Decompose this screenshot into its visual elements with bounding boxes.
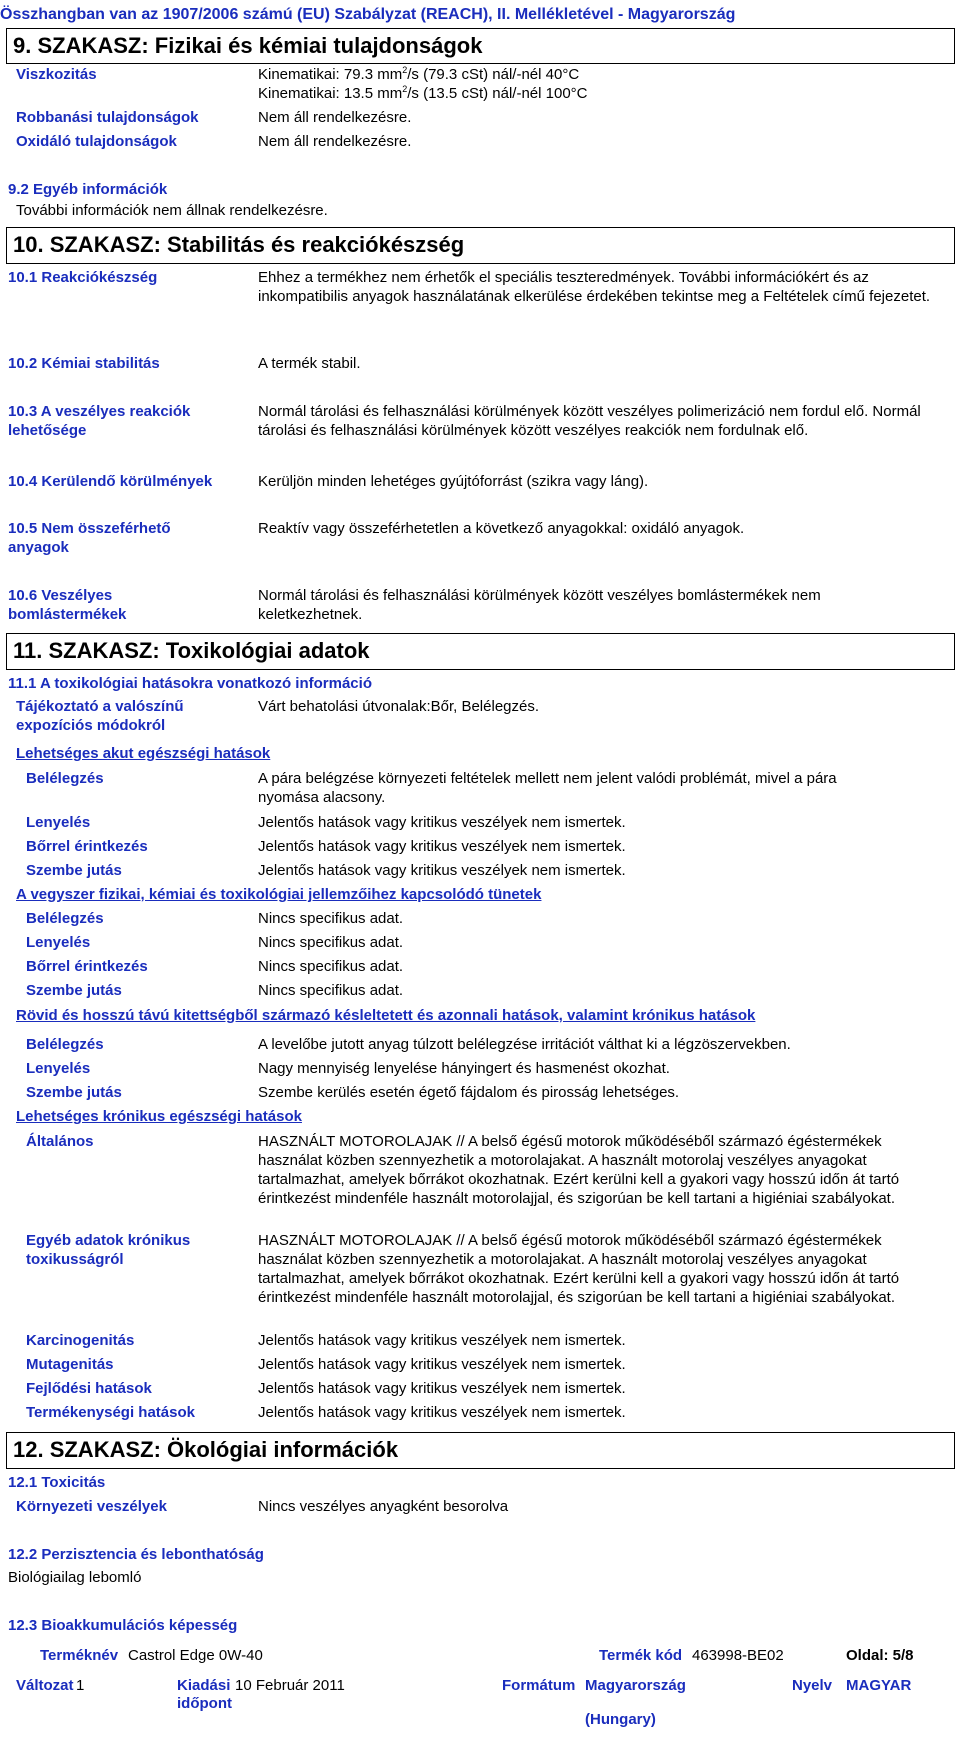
hazardous-reactions-value: Normál tárolási és felhasználási körülmények között veszélyes polimerizáció nem fordul elő. Normál tárolási és felhasználási körülmények között veszélyes reakciók nem fordulnak elő. xyxy=(258,403,921,439)
viscosity-label: Viszkozitás xyxy=(16,66,97,83)
footer-format-value: Magyarország xyxy=(585,1677,686,1694)
developmental-label: Fejlődési hatások xyxy=(26,1380,152,1397)
footer-product-code: 463998-BE02 xyxy=(692,1647,784,1664)
symptoms-skin-label: Bőrrel érintkezés xyxy=(26,958,148,975)
exposure-routes-label: Tájékoztató a valószínű expozíciós módokról xyxy=(16,698,184,734)
regulation-header: Összhangban van az 1907/2006 számú (EU) Szabályzat (REACH), II. Mellékletével - Magyarország xyxy=(0,6,736,23)
conditions-to-avoid-value: Kerüljön minden lehetéges gyújtóforrást (szikra vagy láng). xyxy=(258,473,649,490)
env-hazards-value: Nincs veszélyes anyagként besorolva xyxy=(258,1498,509,1515)
symptoms-skin-value: Nincs specifikus adat. xyxy=(258,958,404,975)
delayed-eye-value: Szembe kerülés esetén égető fájdalom és pirosság lehetséges. xyxy=(258,1084,680,1101)
other-info-text: További információk nem állnak rendelkezésre. xyxy=(16,202,328,219)
symptoms-inhalation-value: Nincs specifikus adat. xyxy=(258,910,404,927)
acute-inhalation-label: Belélegzés xyxy=(26,770,104,787)
symptoms-eye-label: Szembe jutás xyxy=(26,982,122,999)
carcinogenicity-value: Jelentős hatások vagy kritikus veszélyek nem ismertek. xyxy=(258,1332,626,1349)
reactivity-label: 10.1 Reakciókészség xyxy=(8,269,158,286)
delayed-ingestion-label: Lenyelés xyxy=(26,1060,91,1077)
persistence-title: 12.2 Perzisztencia és lebonthatóság xyxy=(8,1546,264,1563)
section-10-title: 10. SZAKASZ: Stabilitás és reakciókészség xyxy=(13,232,465,257)
toxicity-title: 12.1 Toxicitás xyxy=(8,1474,106,1491)
acute-skin-value: Jelentős hatások vagy kritikus veszélyek nem ismertek. xyxy=(258,838,626,855)
env-hazards-label: Környezeti veszélyek xyxy=(16,1498,167,1515)
acute-ingestion-label: Lenyelés xyxy=(26,814,91,831)
footer-version: 1 xyxy=(76,1677,85,1694)
incompatible-materials-value: Reaktív vagy összeférhetetlen a következő anyagokkal: oxidáló anyagok. xyxy=(258,520,745,537)
persistence-text: Biológiailag lebomló xyxy=(8,1569,142,1586)
section-12-box xyxy=(6,1432,955,1469)
footer-issue-label-1: Kiadási xyxy=(177,1677,231,1694)
decomposition-products-label: 10.6 Veszélyes bomlástermékek xyxy=(8,587,127,623)
footer-issue-label-2: időpont xyxy=(177,1695,232,1712)
hazardous-reactions-label: 10.3 A veszélyes reakciók lehetősége xyxy=(8,403,191,439)
section-9-title: 9. SZAKASZ: Fizikai és kémiai tulajdonságok xyxy=(13,33,483,58)
fertility-value: Jelentős hatások vagy kritikus veszélyek nem ismertek. xyxy=(258,1404,626,1421)
mutagenicity-label: Mutagenitás xyxy=(26,1356,114,1373)
footer-language-value: MAGYAR xyxy=(846,1677,912,1694)
conditions-to-avoid-label: 10.4 Kerülendő körülmények xyxy=(8,473,213,490)
chemical-stability-label: 10.2 Kémiai stabilitás xyxy=(8,355,160,372)
explosive-label: Robbanási tulajdonságok xyxy=(16,109,199,126)
acute-skin-label: Bőrrel érintkezés xyxy=(26,838,148,855)
chemical-stability-value: A termék stabil. xyxy=(258,355,361,372)
footer-format-label: Formátum xyxy=(502,1677,576,1694)
chronic-other-value: HASZNÁLT MOTOROLAJAK // A belső égésű motorok működéséből származó égéstermékek használat közben szennyezhetik a motorolajakat. A használt motorolaj veszélyes anyagokat tartalmazhat, amelyek bőrrákot okozhatnak. Ezért kerülni kell a gyakori vagy hosszú időn át tartó érintkezést mindenféle használt motorolajjal, és szigorúan be kell tartani a higiéniai szabályokat. xyxy=(258,1232,900,1306)
other-info-title: 9.2 Egyéb információk xyxy=(8,181,168,198)
section-9-box xyxy=(6,28,955,64)
symptoms-ingestion-value: Nincs specifikus adat. xyxy=(258,934,404,951)
symptoms-eye-value: Nincs specifikus adat. xyxy=(258,982,404,999)
chronic-effects-title: Lehetséges krónikus egészségi hatások xyxy=(16,1108,302,1125)
carcinogenicity-label: Karcinogenitás xyxy=(26,1332,135,1349)
fertility-label: Termékenységi hatások xyxy=(26,1404,195,1421)
chronic-other-label: Egyéb adatok krónikus toxikusságról xyxy=(26,1232,191,1268)
chronic-general-label: Általános xyxy=(26,1133,94,1150)
delayed-ingestion-value: Nagy mennyiség lenyelése hányingert és hasmenést okozhat. xyxy=(258,1060,670,1077)
decomposition-products-value: Normál tárolási és felhasználási körülmények között veszélyes bomlástermékek nem keletkezhetnek. xyxy=(258,587,821,623)
chronic-general-value: HASZNÁLT MOTOROLAJAK // A belső égésű motorok működéséből származó égéstermékek használat közben szennyezhetik a motorolajakat. A használt motorolaj veszélyes anyagokat tartalmazhat, amelyek bőrrákot okozhatnak. Ezért kerülni kell a gyakori vagy hosszú időn át tartó érintkezést mindenféle használt motorolajjal, és szigorúan be kell tartani a higiéniai szabályokat. xyxy=(258,1133,900,1207)
symptoms-title: A vegyszer fizikai, kémiai és toxikológiai jellemzőihez kapcsolódó tünetek xyxy=(16,886,542,903)
exposure-routes-value: Várt behatolási útvonalak:Bőr, Belélegzés. xyxy=(258,698,540,715)
acute-eye-value: Jelentős hatások vagy kritikus veszélyek nem ismertek. xyxy=(258,862,626,879)
acute-effects-title: Lehetséges akut egészségi hatások xyxy=(16,745,271,762)
oxidizing-value: Nem áll rendelkezésre. xyxy=(258,133,412,150)
section-10-box xyxy=(6,227,955,264)
footer-issue-date: 10 Február 2011 xyxy=(235,1677,345,1694)
symptoms-ingestion-label: Lenyelés xyxy=(26,934,91,951)
acute-inhalation-value: A pára belégzése környezeti feltételek mellett nem jelent valódi problémát, mivel a pára nyomása alacsony. xyxy=(258,770,837,806)
footer-version-label: Változat xyxy=(16,1677,74,1694)
mutagenicity-value: Jelentős hatások vagy kritikus veszélyek nem ismertek. xyxy=(258,1356,626,1373)
delayed-inhalation-label: Belélegzés xyxy=(26,1036,104,1053)
footer-page-number: Oldal: 5/8 xyxy=(846,1647,914,1664)
viscosity-value-100c: Kinematikai: 13.5 $mm^2/s$ (13.5 cSt) nál/-nél 100°C xyxy=(258,84,588,102)
symptoms-inhalation-label: Belélegzés xyxy=(26,910,104,927)
incompatible-materials-label: 10.5 Nem összeférhető anyagok xyxy=(8,520,171,556)
section-12-title: 12. SZAKASZ: Ökológiai információk xyxy=(13,1437,399,1462)
footer-format-value-2: (Hungary) xyxy=(585,1711,656,1728)
viscosity-value-40c: Kinematikai: 79.3 $mm^2/s$ (79.3 cSt) nál/-nél 40°C xyxy=(258,65,580,83)
footer-product-code-label: Termék kód xyxy=(599,1647,683,1664)
tox-info-title: 11.1 A toxikológiai hatásokra vonatkozó információ xyxy=(8,675,372,692)
acute-eye-label: Szembe jutás xyxy=(26,862,122,879)
footer-language-label: Nyelv xyxy=(792,1677,833,1694)
developmental-value: Jelentős hatások vagy kritikus veszélyek nem ismertek. xyxy=(258,1380,626,1397)
oxidizing-label: Oxidáló tulajdonságok xyxy=(16,133,177,150)
section-11-title: 11. SZAKASZ: Toxikológiai adatok xyxy=(13,638,370,663)
section-11-box xyxy=(6,633,955,670)
delayed-inhalation-value: A levelőbe jutott anyag túlzott belélegzése irritációt válthat ki a légzöszervekben. xyxy=(258,1036,791,1053)
footer-product-name: Castrol Edge 0W-40 xyxy=(128,1647,263,1664)
bioaccumulation-title: 12.3 Bioakkumulációs képesség xyxy=(8,1617,238,1634)
reactivity-value: Ehhez a termékhez nem érhetők el speciális teszteredmények. További információkért és az inkompatibilis anyagok használatának elkerülése érdekében tekintse meg a Feltételek című fejezetet. xyxy=(258,269,931,305)
footer-product-name-label: Terméknév xyxy=(40,1647,119,1664)
delayed-effects-title: Rövid és hosszú távú kitettségből származó késleltetett és azonnali hatások, valamint krónikus hatások xyxy=(16,1007,756,1024)
explosive-value: Nem áll rendelkezésre. xyxy=(258,109,412,126)
acute-ingestion-value: Jelentős hatások vagy kritikus veszélyek nem ismertek. xyxy=(258,814,626,831)
delayed-eye-label: Szembe jutás xyxy=(26,1084,122,1101)
